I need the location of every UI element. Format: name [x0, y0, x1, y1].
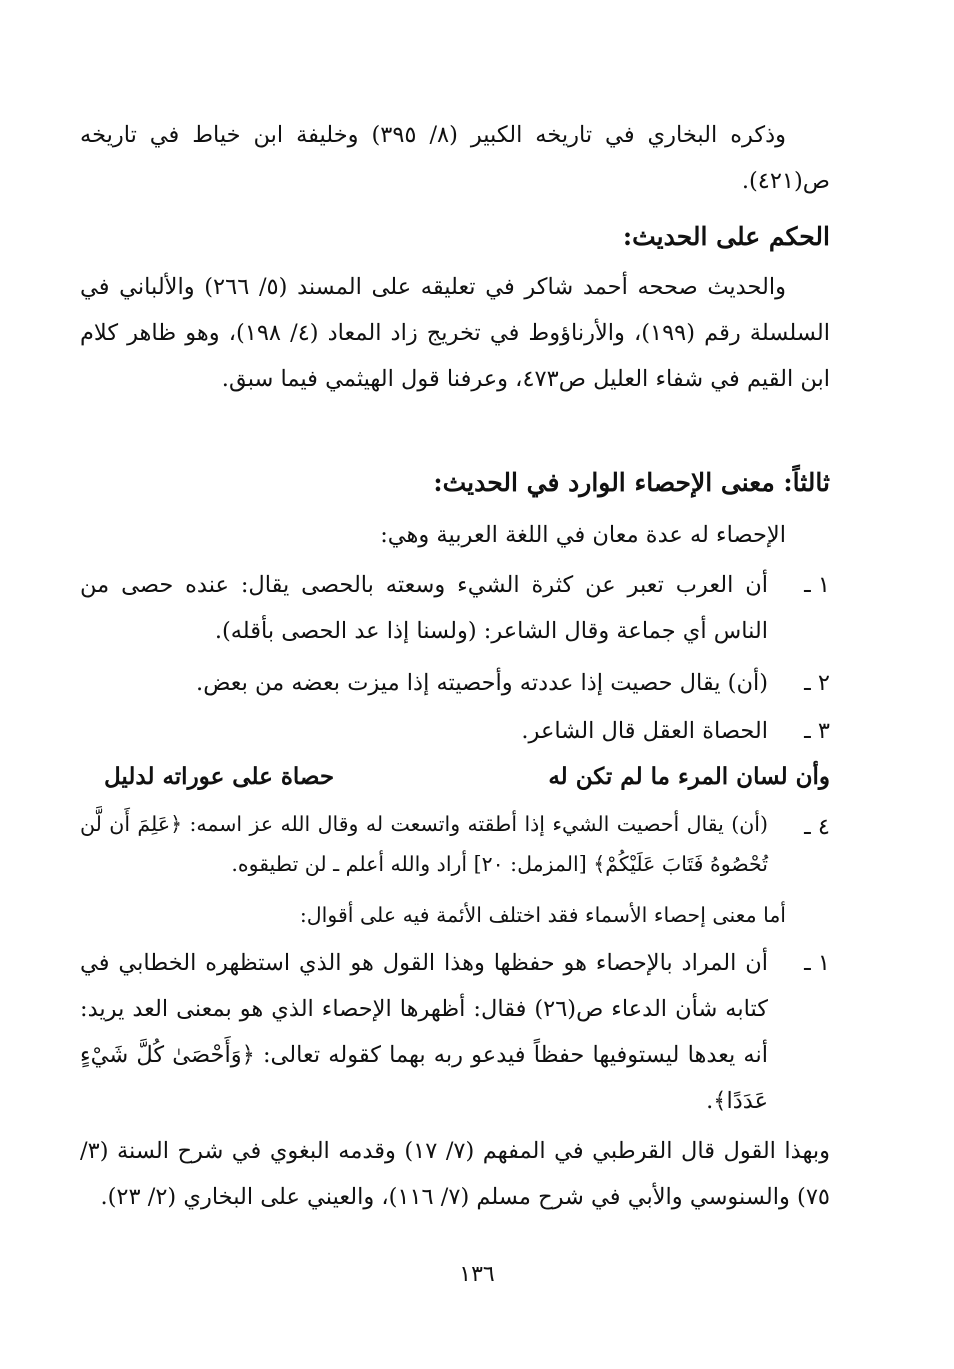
meaning-number: ٣ ـ: [804, 718, 830, 744]
meaning-item: [80, 708, 830, 754]
heading-third: ثالثاً: معنى الإحصاء الوارد في الحديث:: [433, 468, 830, 497]
ruling-paragraph-block: [80, 264, 830, 402]
intro-paragraph: وذكره البخاري في تاريخه الكبير (٨/ ٣٩٥) وخليفة ابن خياط في تاريخه ص(٤٢١).: [80, 122, 830, 194]
meaning-number: ٢ ـ: [804, 670, 830, 696]
meaning-number: ٤ ـ: [804, 814, 830, 840]
meaning-text: الحصاة العقل قال الشاعر.: [521, 718, 768, 744]
saying-number: ١ ـ: [804, 950, 830, 976]
third-heading-block: [80, 460, 830, 506]
meaning-number: ١ ـ: [804, 572, 830, 598]
closing-paragraph: وبهذا القول قال القرطبي في المفهم (٧/ ١٧) وقدمه البغوي في شرح السنة (٣/ ٧٥) والسنوسي والأبي في شرح مسلم (٧/ ١١٦)، والعيني على البخاري (٢/ ٢٣).: [80, 1138, 830, 1210]
meaning-item: [80, 660, 830, 706]
verse-second-hemistich: حصاة على عوراته لدليل: [104, 763, 335, 790]
page-number: ١٣٦: [459, 1262, 495, 1287]
heading-ruling: الحكم على الحديث:: [622, 222, 830, 251]
ruling-heading-block: [80, 214, 830, 260]
meaning-item: [80, 562, 830, 654]
poetry-verse: [80, 754, 830, 800]
sayings-intro: أما معنى إحصاء الأسماء فقد اختلف الأئمة فيه على أقوال:: [299, 903, 786, 927]
meaning-item-four: [80, 804, 830, 884]
intro-paragraph-block: [80, 112, 830, 204]
saying-text: أن المراد بالإحصاء هو حفظها وهذا القول هو الذي استظهره الخطابي في كتابه شأن الدعاء ص(٢٦) فقال: أظهرها الإحصاء الذي هو بمعنى العد يريد: أنه يعدها ليستوفيها حفظاً فيدعو ربه بهما كقوله تعالى: ﴿وَأَحْصَىٰ كُلَّ شَيْءٍ عَدَدًا﴾.: [80, 950, 768, 1114]
verse-first-hemistich: وأن لسان المرء ما لم تكن له: [548, 763, 830, 790]
meaning-text: أن العرب تعبر عن كثرة الشيء وسعته بالحصى يقال: عنده حصى من الناس أي جماعة وقال الشاعر: (ولسنا إذا عد الحصى بأقله).: [80, 572, 768, 644]
meaning-text: (أن) يقال حصيت إذا عددته وأحصيته إذا ميزت بعضه من بعض.: [196, 670, 768, 696]
sayings-intro-block: [80, 892, 830, 938]
meaning-text: (أن) يقال أحصيت الشيء إذا أطقته واتسعت له وقال الله عز اسمه: ﴿عَلِمَ أَن لَّن تُحْصُوهُ فَتَابَ عَلَيْكُمْ﴾ [المزمل: ٢٠] أراد والله أعلم ـ لن تطيقوه.: [80, 812, 768, 876]
meanings-intro-block: [80, 512, 830, 558]
saying-item: [80, 940, 830, 1124]
ruling-paragraph: والحديث صححه أحمد شاكر في تعليقه على المسند (٥/ ٢٦٦) والألباني في السلسلة رقم (١٩٩)، والأرناؤوط في تخريج زاد المعاد (٤/ ١٩٨)، وهو ظاهر كلام ابن القيم في شفاء العليل ص٤٧٣، وعرفنا قول الهيثمي فيما سبق.: [80, 274, 831, 392]
closing-paragraph-block: [80, 1128, 830, 1220]
meanings-intro: الإحصاء له عدة معان في اللغة العربية وهي:: [380, 522, 786, 548]
